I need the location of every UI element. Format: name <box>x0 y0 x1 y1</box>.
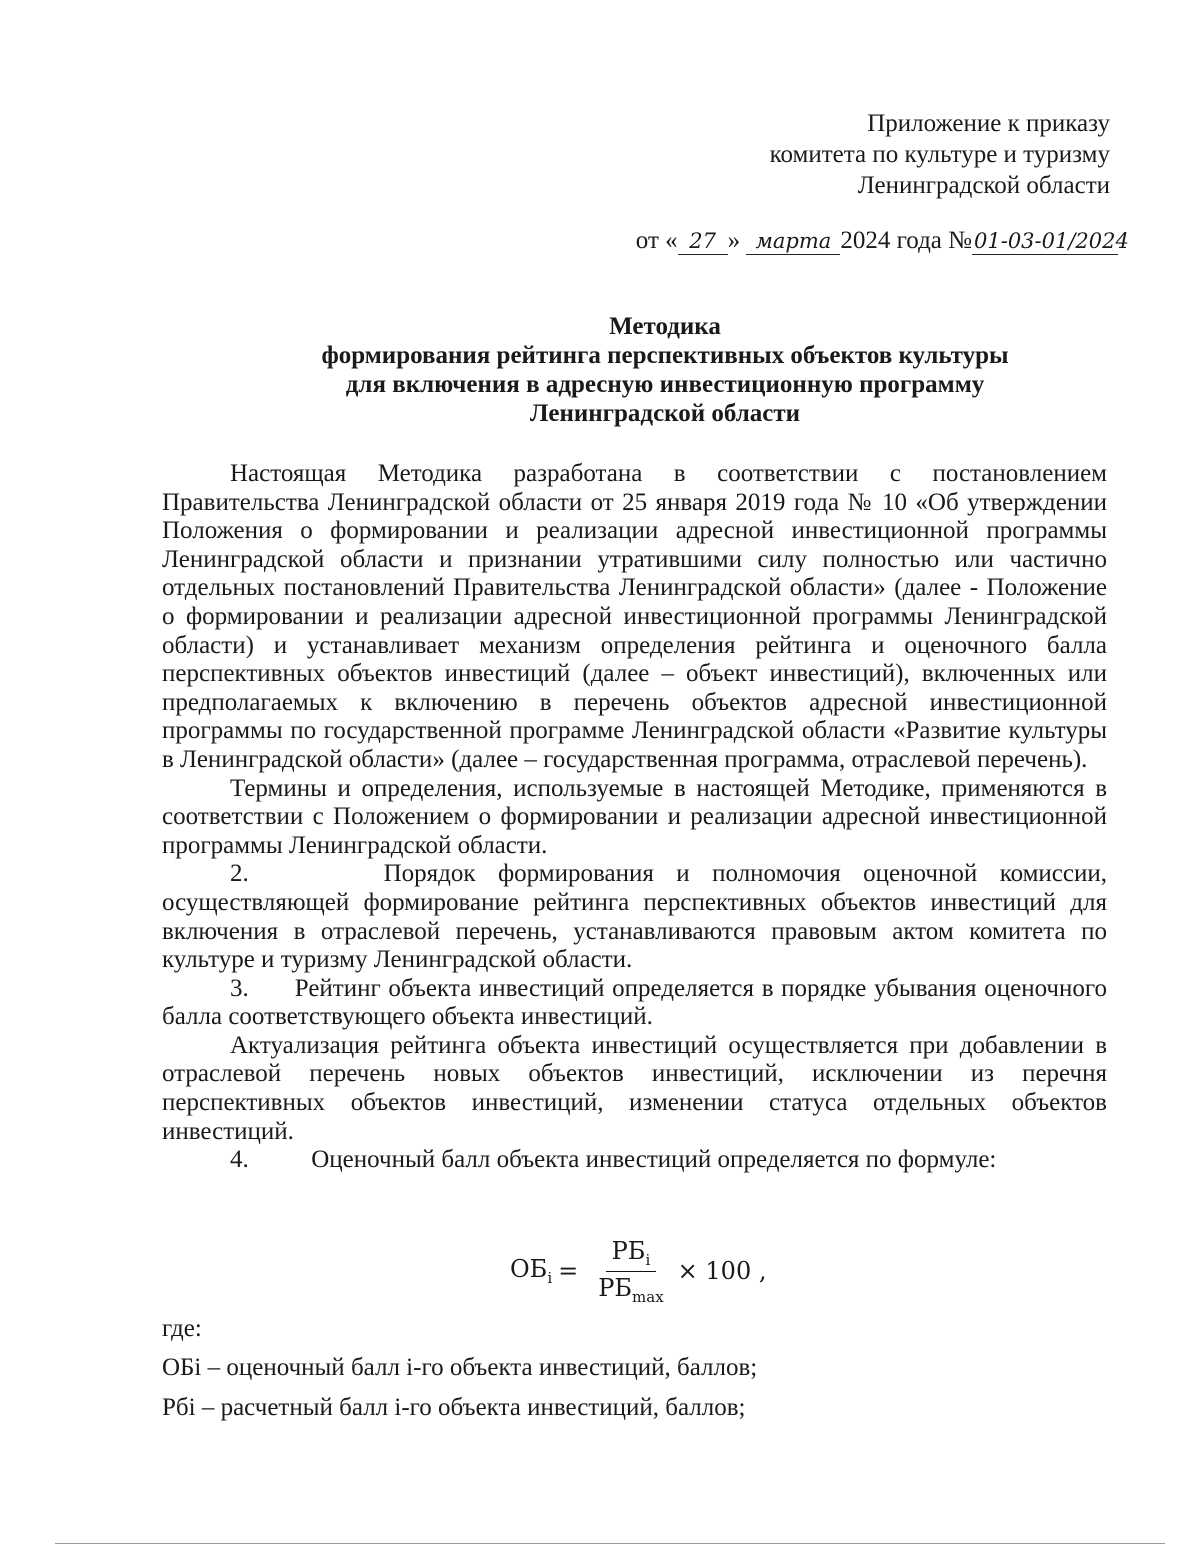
formula-num-sub: i <box>645 1250 651 1269</box>
where-label: где: <box>162 1315 202 1342</box>
document-title <box>160 312 1170 428</box>
paragraph-3 <box>162 860 1107 974</box>
year-text: 2024 года № <box>840 227 972 254</box>
page-bottom-rule <box>55 1543 1165 1544</box>
formula-fraction <box>592 1237 669 1306</box>
date-mid: » <box>727 227 741 254</box>
handwritten-month: марта <box>746 228 840 255</box>
rating-formula <box>510 1238 766 1304</box>
formula-equals: = <box>558 1257 579 1285</box>
formula-numerator <box>606 1237 657 1272</box>
header-line-1: Приложение к приказу <box>867 110 1110 137</box>
item-number-3: 3. <box>230 974 249 1002</box>
order-date-line <box>635 225 1129 256</box>
formula-multiplier: × 100 , <box>677 1257 767 1285</box>
item-4-text: Оценочный балл объекта инвестиций определяется по формуле: <box>311 1146 997 1174</box>
definition-rb: Рбi – расчетный балл i-го объекта инвестиций, баллов; <box>162 1394 746 1421</box>
date-prefix: от « <box>635 227 678 254</box>
definition-ob: ОБi – оценочный балл i-го объекта инвестиций, баллов; <box>162 1354 758 1381</box>
paragraph-1: Настоящая Методика разработана в соответствии с постановлением Правительства Ленинградской области от 25 января 2019 года № 10 «Об утверждении Положения о формировании и реализации адресной инвестиционной программы Ленинградской области и признании утратившими силу полностью или частично отдельных постановлений Правительства Ленинградской области» (далее - Положение о формировании и реализации адресной инвестиционной программы Ленинградской области) и устанавливает механизм определения рейтинга и оценочного балла перспективных объектов инвестиций (далее – объект инвестиций), включенных или предполагаемых к включению в перечень объектов адресной инвестиционной программы по государственной программе Ленинградской области «Развитие культуры в Ленинградской области» (далее – государственная программа, отраслевой перечень). <box>162 460 1107 773</box>
paragraph-2: Термины и определения, используемые в настоящей Методике, применяются в соответствии с Положением о формировании и реализации адресной инвестиционной программы Ленинградской области. <box>162 774 1107 859</box>
paragraph-5: Актуализация рейтинга объекта инвестиций осуществляется при добавлении в отраслевой перечень новых объектов инвестиций, исключении из перечня перспективных объектов инвестиций, изменении статуса отдельных объектов инвестиций. <box>162 1031 1107 1145</box>
appendix-header <box>770 108 1110 201</box>
formula-denominator <box>592 1272 669 1306</box>
formula-lhs <box>510 1255 552 1287</box>
title-line-4: Ленинградской области <box>529 400 801 427</box>
handwritten-order-number: 01-03-01/2024 <box>974 229 1129 253</box>
title-line-2: формирования рейтинга перспективных объектов культуры <box>321 342 1009 369</box>
item-number-4: 4. <box>230 1146 249 1174</box>
paragraph-4 <box>162 975 1107 1032</box>
paragraph-6 <box>162 1146 1107 1175</box>
formula-num-symbol: РБ <box>611 1236 646 1265</box>
header-line-2: комитета по культуре и туризму <box>769 141 1110 168</box>
document-body <box>162 460 1107 1175</box>
handwritten-day: 27 <box>678 228 728 255</box>
item-2-text: Порядок формирования и полномочия оценочной комиссии, осуществляющей формирование рейтинга перспективных объектов инвестиций для включения в отраслевой перечень, устанавливаются правовым актом комитета по культуре и туризму Ленинградской области. <box>162 860 1107 974</box>
title-line-3: для включения в адресную инвестиционную программу <box>345 371 985 398</box>
item-3-text: Рейтинг объекта инвестиций определяется в порядке убывания оценочного балла соответствующего объекта инвестиций. <box>162 974 1108 1031</box>
item-number-2: 2. <box>230 860 249 888</box>
formula-den-symbol: РБ <box>598 1273 633 1302</box>
formula-den-sub: max <box>632 1287 664 1306</box>
formula-lhs-symbol: ОБ <box>510 1255 548 1284</box>
header-line-3: Ленинградской области <box>857 172 1110 199</box>
formula-lhs-sub: i <box>547 1268 553 1287</box>
title-line-1: Методика <box>609 313 721 340</box>
